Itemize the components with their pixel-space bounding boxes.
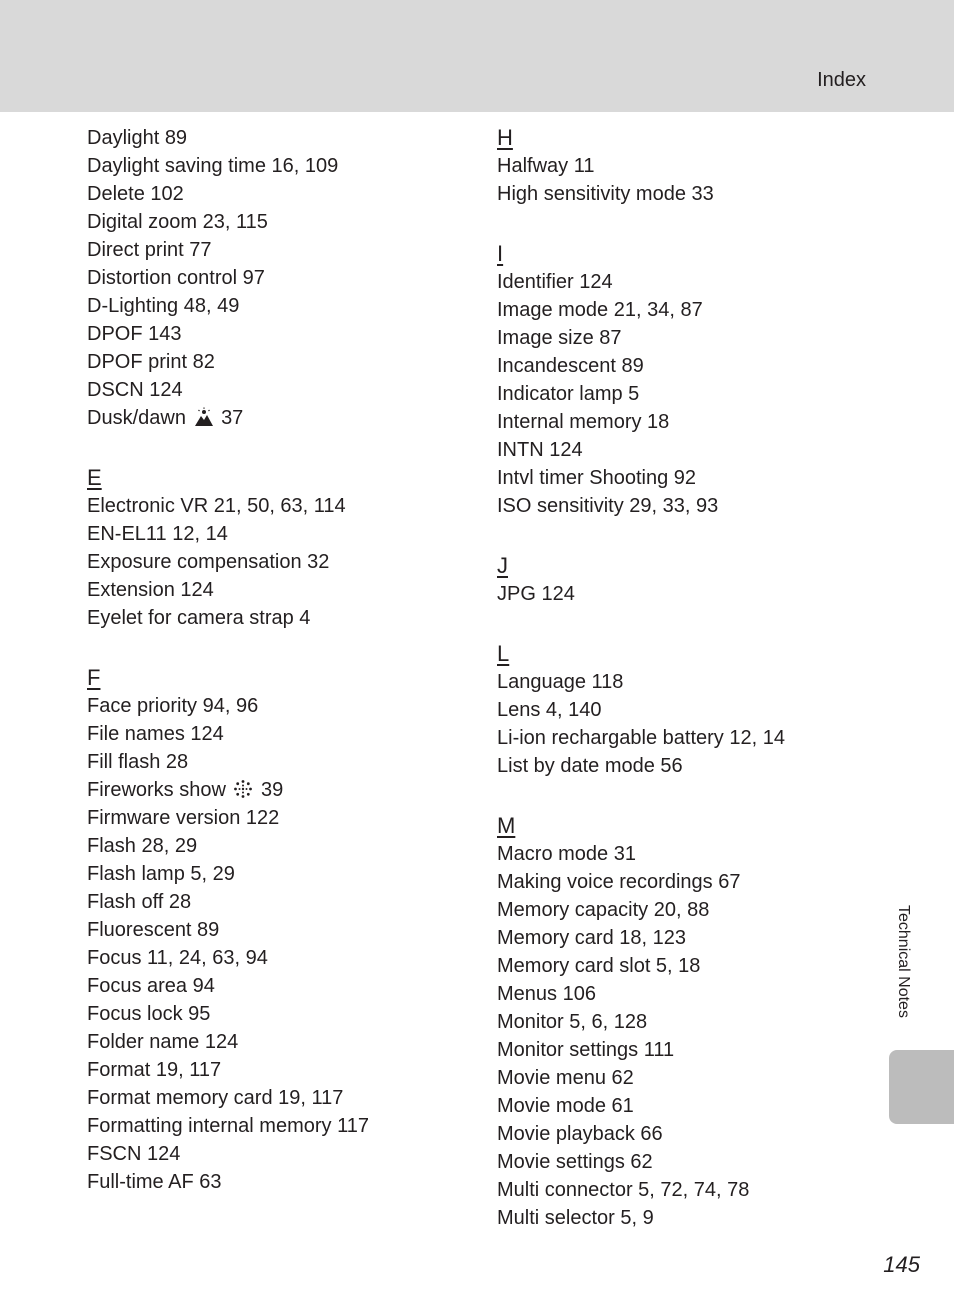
index-entry: Multi connector 5, 72, 74, 78 xyxy=(497,1179,750,1201)
fireworks-scene-icon xyxy=(233,779,253,807)
index-entry: Digital zoom 23, 115 xyxy=(87,211,268,233)
index-entry: DPOF print 82 xyxy=(87,351,215,373)
index-entry: Full-time AF 63 xyxy=(87,1171,222,1193)
index-entry: DPOF 143 xyxy=(87,323,182,345)
index-entry: Format 19, 117 xyxy=(87,1059,222,1081)
index-entry: Fluorescent 89 xyxy=(87,919,220,941)
index-entry: D-Lighting 48, 49 xyxy=(87,295,240,317)
section-letter-f: F xyxy=(87,665,101,690)
index-entry-dusk-dawn xyxy=(87,404,467,432)
index-entry: Direct print 77 xyxy=(87,239,212,261)
index-entry: Face priority 94, 96 xyxy=(87,695,259,717)
entry-page: 37 xyxy=(221,407,244,429)
index-entry: Halfway 11 xyxy=(497,155,595,177)
index-entry: Distortion control 97 xyxy=(87,267,265,289)
index-entry: Daylight 89 xyxy=(87,127,188,149)
index-entry: Indicator lamp 5 xyxy=(497,383,640,405)
index-entry: List by date mode 56 xyxy=(497,755,683,777)
side-section-label: Technical Notes xyxy=(895,905,912,1018)
page-number: 145 xyxy=(883,1252,920,1277)
section-letter-i: I xyxy=(497,241,504,266)
entry-label: Dusk/dawn xyxy=(87,407,186,429)
index-entry: Electronic VR 21, 50, 63, 114 xyxy=(87,495,346,517)
index-entry: Identifier 124 xyxy=(497,271,613,293)
index-entry: Focus area 94 xyxy=(87,975,215,997)
index-entry: Formatting internal memory 117 xyxy=(87,1115,369,1137)
index-entry: Focus 11, 24, 63, 94 xyxy=(87,947,268,969)
entry-label: Fireworks show xyxy=(87,779,226,801)
index-entry: INTN 124 xyxy=(497,439,583,461)
index-entry-fireworks xyxy=(87,776,467,804)
index-entry: Language 118 xyxy=(497,671,624,693)
section-letter-j: J xyxy=(497,553,508,578)
index-entry: Li-ion rechargable battery 12, 14 xyxy=(497,727,785,749)
index-entry: Memory card 18, 123 xyxy=(497,927,686,949)
index-entry: Movie menu 62 xyxy=(497,1067,634,1089)
index-entry: Extension 124 xyxy=(87,579,214,601)
index-entry: Movie mode 61 xyxy=(497,1095,634,1117)
index-entry: Macro mode 31 xyxy=(497,843,636,865)
index-entry: Incandescent 89 xyxy=(497,355,644,377)
index-entry: JPG 124 xyxy=(497,583,575,605)
index-entry: Firmware version 122 xyxy=(87,807,280,829)
index-entry: Memory capacity 20, 88 xyxy=(497,899,710,921)
index-entry: EN-EL11 12, 14 xyxy=(87,523,228,545)
section-letter-h: H xyxy=(497,125,513,150)
index-entry: Eyelet for camera strap 4 xyxy=(87,607,311,629)
index-entry: Daylight saving time 16, 109 xyxy=(87,155,339,177)
dusk-dawn-scene-icon xyxy=(194,407,214,435)
index-entry: ISO sensitivity 29, 33, 93 xyxy=(497,495,719,517)
index-entry: Menus 106 xyxy=(497,983,596,1005)
entry-page: 39 xyxy=(261,779,284,801)
index-entry: Making voice recordings 67 xyxy=(497,871,741,893)
index-entry: Internal memory 18 xyxy=(497,411,670,433)
page-header xyxy=(0,0,954,112)
section-letter-m: M xyxy=(497,813,516,838)
index-entry: File names 124 xyxy=(87,723,224,745)
index-entry: DSCN 124 xyxy=(87,379,183,401)
index-entry: Fill flash 28 xyxy=(87,751,189,773)
index-entry: Monitor settings 111 xyxy=(497,1039,675,1061)
index-entry: Multi selector 5, 9 xyxy=(497,1207,654,1229)
index-entry: Monitor 5, 6, 128 xyxy=(497,1011,648,1033)
index-entry: Flash lamp 5, 29 xyxy=(87,863,235,885)
side-section-tab xyxy=(889,1050,954,1124)
index-entry: Image mode 21, 34, 87 xyxy=(497,299,703,321)
header-title: Index xyxy=(817,69,866,91)
index-entry: Movie settings 62 xyxy=(497,1151,653,1173)
index-entry: Lens 4, 140 xyxy=(497,699,602,721)
index-entry: Intvl timer Shooting 92 xyxy=(497,467,696,489)
index-entry: Folder name 124 xyxy=(87,1031,239,1053)
index-entry: Format memory card 19, 117 xyxy=(87,1087,344,1109)
index-entry: Flash off 28 xyxy=(87,891,192,913)
index-entry: Image size 87 xyxy=(497,327,622,349)
index-entry: Memory card slot 5, 18 xyxy=(497,955,701,977)
section-letter-e: E xyxy=(87,465,102,490)
index-entry: Flash 28, 29 xyxy=(87,835,198,857)
index-column-right xyxy=(497,124,857,1232)
index-entry: Delete 102 xyxy=(87,183,184,205)
index-entry: High sensitivity mode 33 xyxy=(497,183,714,205)
index-entry: Exposure compensation 32 xyxy=(87,551,330,573)
index-entry: Focus lock 95 xyxy=(87,1003,211,1025)
index-entry: FSCN 124 xyxy=(87,1143,181,1165)
section-letter-l: L xyxy=(497,641,510,666)
index-entry: Movie playback 66 xyxy=(497,1123,663,1145)
index-column-left xyxy=(87,124,467,1196)
